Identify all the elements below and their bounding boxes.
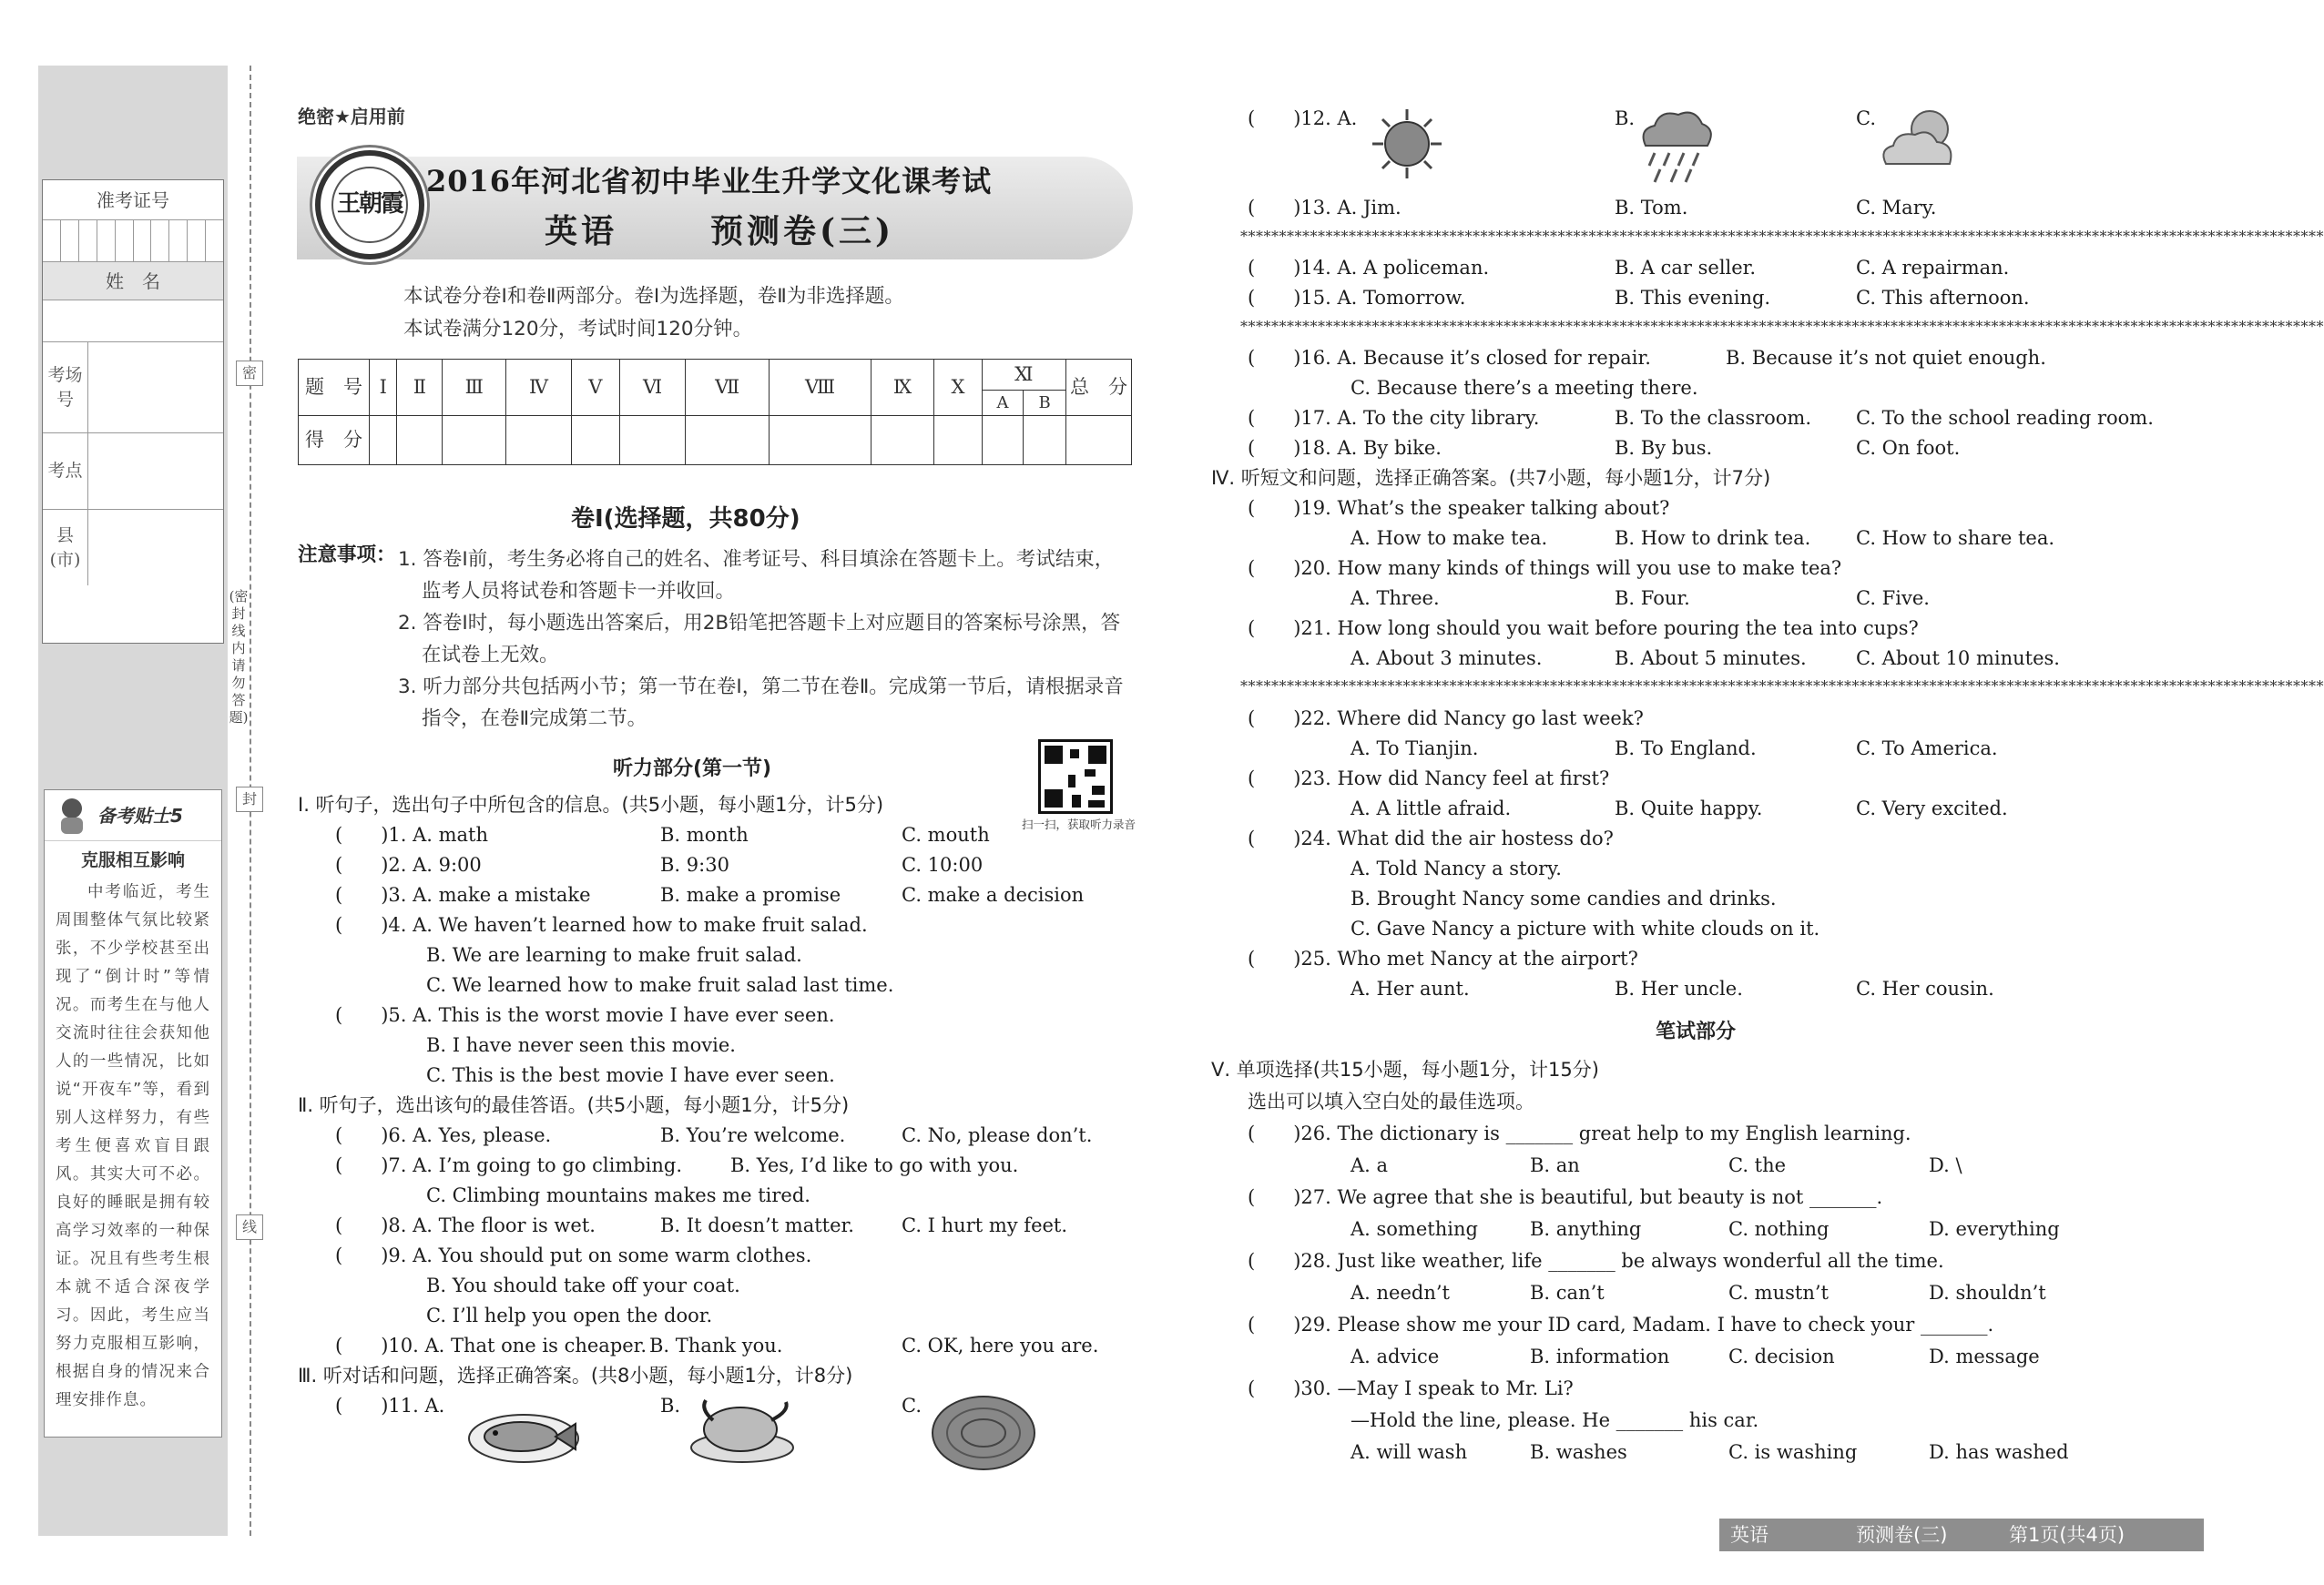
exam-room-label: 考场号 [43, 342, 88, 432]
question-line: C. mouth [902, 824, 990, 846]
score-col-header: Ⅰ [370, 360, 397, 416]
question-line: ( )26. The dictionary is _______ great help to my English learning. [1248, 1123, 1911, 1144]
writing-section-heading: 笔试部分 [1656, 1021, 1737, 1043]
question-line: C. A repairman. [1856, 257, 2010, 279]
question-line: ( )29. Please show me your ID card, Madam. I have to check your _______. [1248, 1314, 1994, 1336]
question-line: ( )12. A. [1248, 107, 1358, 129]
question-line: C. I hurt my feet. [902, 1214, 1068, 1236]
question-line: A. advice [1351, 1346, 1440, 1367]
question-line: B. You’re welcome. [660, 1124, 846, 1146]
question-line: B. By bus. [1615, 437, 1713, 459]
question-line: B. You should take off your coat. [426, 1275, 740, 1296]
question-line: ( )5. A. This is the worst movie I have ever seen. [335, 1004, 835, 1026]
question-line: C. To America. [1856, 737, 1998, 759]
score-cell [982, 416, 1024, 465]
score-cell [619, 416, 685, 465]
question-line: C. Gave Nancy a picture with white clouds on it. [1351, 918, 1820, 940]
tip-heading: 克服相互影响 [80, 850, 185, 870]
question-line: Ⅱ. 听句子，选出该句的最佳答语。(共5小题，每小题1分，计5分) [298, 1094, 850, 1116]
question-line: D. \ [1929, 1154, 1962, 1176]
question-line: ( )18. A. By bike. [1248, 437, 1442, 459]
question-line: —Hold the line, please. He _______ his car. [1351, 1409, 1759, 1431]
score-col-header: Ⅲ [443, 360, 506, 416]
question-line: C. To the school reading room. [1856, 407, 2154, 429]
question-line: ( )25. Who met Nancy at the airport? [1248, 948, 1638, 970]
question-line: ( )23. How did Nancy feel at first? [1248, 767, 1610, 789]
score-col-header: Ⅷ [770, 360, 872, 416]
question-line: C. 10:00 [902, 854, 984, 876]
star-separator: ******************************************************************************************************************************************** [1240, 228, 2324, 245]
exam-room-row[interactable] [43, 342, 223, 433]
question-line: B. We are learning to make fruit salad. [426, 944, 802, 966]
page-footer [1719, 1519, 2204, 1551]
question-line: C. I’ll help you open the door. [426, 1305, 713, 1326]
score-col-header: Ⅴ [571, 360, 619, 416]
exam-paper: 预测卷(三) [710, 212, 895, 250]
question-line: B. Yes, I’d like to go with you. [730, 1154, 1019, 1176]
score-col-header: A [982, 391, 1024, 416]
question-line: B. How to drink tea. [1615, 527, 1811, 549]
question-line: B. can’t [1530, 1282, 1605, 1304]
question-line: C. Very excited. [1856, 798, 2008, 819]
tip-title: 备考贴士5 [97, 804, 183, 827]
question-line: ( )15. A. Tomorrow. [1248, 287, 1466, 309]
cloudy-weather-icon [1879, 104, 1961, 177]
county-row[interactable] [43, 510, 223, 585]
question-line: B. To the classroom. [1615, 407, 1812, 429]
question-line: B. washes [1530, 1441, 1627, 1463]
question-line: B. Tom. [1615, 197, 1688, 218]
question-line: B. This evening. [1615, 287, 1771, 309]
seal-mark-feng: 封 [236, 787, 263, 812]
score-cell [871, 416, 934, 465]
question-line: ( )24. What did the air hostess do? [1248, 828, 1614, 849]
question-line: C. decision [1728, 1346, 1835, 1367]
question-line: D. shouldn’t [1929, 1282, 2046, 1304]
question-line: B. 9:30 [660, 854, 729, 876]
qr-code[interactable] [1038, 739, 1113, 814]
question-line: C. Climbing mountains makes me tired. [426, 1184, 810, 1206]
score-cell [443, 416, 506, 465]
score-row-header: 得 分 [299, 416, 370, 465]
question-line: ( )27. We agree that she is beautiful, but beauty is not _______. [1248, 1186, 1883, 1208]
question-line: B. A car seller. [1615, 257, 1757, 279]
question-line: Ⅳ. 听短文和问题，选择正确答案。(共7小题，每小题1分，计7分) [1211, 467, 1771, 489]
question-line: ( )8. A. The floor is wet. [335, 1214, 596, 1236]
question-line: ( )22. Where did Nancy go last week? [1248, 707, 1644, 729]
question-line: D. has washed [1929, 1441, 2069, 1463]
question-line: B. Her uncle. [1615, 978, 1743, 1000]
question-line: ( )28. Just like weather, life _______ be always wonderful all the time. [1248, 1250, 1944, 1272]
question-line: C. No, please don’t. [902, 1124, 1093, 1146]
question-line: C. Five. [1856, 587, 1930, 609]
score-col-header: Ⅱ [397, 360, 443, 416]
score-cell [1024, 416, 1066, 465]
question-line: D. message [1929, 1346, 2040, 1367]
question-line: B. [1615, 107, 1636, 129]
question-line: B. It doesn’t matter. [660, 1214, 854, 1236]
question-line: C. is washing [1728, 1441, 1858, 1463]
score-cell [397, 416, 443, 465]
question-line: C. This afternoon. [1856, 287, 2030, 309]
intro-line-2: 本试卷满分120分，考试时间120分钟。 [403, 318, 753, 340]
footer-subject: 英语 [1730, 1524, 1768, 1546]
note-3: 3. 听力部分共包括两小节；第一节在卷Ⅰ，第二节在卷Ⅱ。完成第一节后，请根据录音指令，在卷Ⅱ完成第二节。 [398, 676, 1124, 730]
publisher-logo [315, 150, 424, 259]
score-col-header: Ⅵ [619, 360, 685, 416]
exam-number-grid[interactable] [43, 220, 223, 262]
tip-body: 中考临近，考生周围整体气氛比较紧张，不少学校甚至出现了“倒计时”等情况。而考生在与他人交流时往往会获知他人的一些情况，比如说“开夜车”等，看到别人这样努力，有些考生便喜欢盲目跟风。其实大可不必。良好的睡眠是拥有较高学习效率的一种保证。况且有些考生根本就不适合深夜学习。因此，考生应当努力克服相互影响，根据自身的情况来合理安排作息。 [56, 882, 210, 1409]
question-line: D. everything [1929, 1218, 2060, 1240]
score-row-header: 题 号 [299, 360, 370, 416]
county-label: 县(市) [43, 510, 88, 585]
question-line: B. an [1530, 1154, 1580, 1176]
seal-mark-mi: 密 [236, 361, 263, 386]
question-line: A. something [1351, 1218, 1478, 1240]
question-line: A. How to make tea. [1351, 527, 1548, 549]
question-line: B. I have never seen this movie. [426, 1034, 736, 1056]
exam-number-label: 准考证号 [43, 180, 223, 220]
score-cell [770, 416, 872, 465]
qr-caption: 扫一扫，获取听力录音 [1022, 818, 1137, 831]
score-col-header: Ⅺ [982, 360, 1065, 391]
question-line: ( )3. A. make a mistake [335, 884, 591, 906]
exam-tip-box [44, 789, 222, 1438]
question-line: ( )11. A. [335, 1395, 445, 1417]
question-line: ( )19. What’s the speaker talking about? [1248, 497, 1670, 519]
candidate-info-box [42, 179, 224, 644]
question-line: C. We learned how to make fruit salad last time. [426, 974, 894, 996]
question-line: C. About 10 minutes. [1856, 647, 2060, 669]
question-line: C. How to share tea. [1856, 527, 2055, 549]
question-line: ( )21. How long should you wait before pouring the tea into cups? [1248, 617, 1919, 639]
exam-site-row[interactable] [43, 433, 223, 510]
score-col-header: Ⅹ [934, 360, 982, 416]
volume-one-heading: 卷Ⅰ(选择题，共80分) [571, 505, 800, 533]
question-line: C. This is the best movie I have ever seen. [426, 1064, 835, 1086]
intro-line-1: 本试卷分卷Ⅰ和卷Ⅱ两部分。卷Ⅰ为选择题，卷Ⅱ为非选择题。 [403, 285, 904, 308]
score-col-header: Ⅶ [686, 360, 770, 416]
score-total-header: 总 分 [1066, 360, 1132, 416]
question-line: A. To Tianjin. [1351, 737, 1479, 759]
score-col-header: B [1024, 391, 1066, 416]
question-line: B. Thank you. [649, 1335, 783, 1356]
score-col-header: Ⅳ [506, 360, 572, 416]
note-2: 2. 答卷Ⅰ时，每小题选出答案后，用2B铅笔把答题卡上对应题目的答案标号涂黑，答在试卷上无效。 [398, 612, 1121, 666]
question-line: 选出可以填入空白处的最佳选项。 [1248, 1091, 1534, 1113]
rainy-weather-icon [1635, 102, 1717, 186]
question-line: A. Told Nancy a story. [1351, 858, 1562, 879]
name-field[interactable] [43, 300, 223, 342]
exam-subject: 英语 [545, 212, 618, 250]
score-table [298, 359, 1132, 465]
note-1: 1. 答卷Ⅰ前，考生务必将自己的姓名、准考证号、科目填涂在答题卡上。考试结束，监考人员将试卷和答题卡一并收回。 [398, 548, 1115, 603]
tip-header [45, 790, 221, 841]
question-line: C. [902, 1395, 922, 1417]
question-line: ( )17. A. To the city library. [1248, 407, 1540, 429]
question-line: ( )20. How many kinds of things will you use to make tea? [1248, 557, 1842, 579]
question-line: ( )16. A. Because it’s closed for repair. [1248, 347, 1651, 369]
logo-text: 王朝霞 [331, 167, 408, 243]
exam-site-label: 考点 [43, 433, 88, 509]
sunny-weather-icon [1371, 107, 1443, 180]
question-line: B. anything [1530, 1218, 1642, 1240]
seal-note: (密封线内请勿答题) [229, 588, 249, 726]
question-line: ( )10. A. That one is cheaper. [335, 1335, 647, 1356]
question-line: B. Quite happy. [1615, 798, 1763, 819]
question-line: ( )14. A. A policeman. [1248, 257, 1490, 279]
roast-chicken-icon [688, 1395, 797, 1468]
question-line: B. Brought Nancy some candies and drinks. [1351, 888, 1777, 909]
score-cell [506, 416, 572, 465]
name-label: 姓 名 [43, 262, 223, 300]
score-cell [370, 416, 397, 465]
question-line: C. [1856, 107, 1876, 129]
score-cell [571, 416, 619, 465]
question-line: ( )1. A. math [335, 824, 489, 846]
question-line: B. make a promise [660, 884, 841, 906]
binding-strip [38, 66, 228, 1536]
question-line: Ⅲ. 听对话和问题，选择正确答案。(共8小题，每小题1分，计8分) [298, 1365, 853, 1387]
score-col-header: Ⅸ [871, 360, 934, 416]
question-line: C. make a decision [902, 884, 1085, 906]
fish-dish-icon [464, 1402, 583, 1466]
seal-mark-xian: 线 [236, 1214, 263, 1240]
question-line: B. Because it’s not quiet enough. [1726, 347, 2046, 369]
listening-section-heading: 听力部分(第一节) [613, 757, 772, 780]
question-line: ( )2. A. 9:00 [335, 854, 482, 876]
question-line: C. OK, here you are. [902, 1335, 1099, 1356]
question-line: A. Her aunt. [1351, 978, 1470, 1000]
question-line: A. will wash [1351, 1441, 1468, 1463]
question-line: Ⅴ. 单项选择(共15小题，每小题1分，计15分) [1211, 1059, 1599, 1081]
question-line: B. [660, 1395, 681, 1417]
star-separator: ******************************************************************************************************************************************** [1240, 677, 2324, 695]
score-cell [934, 416, 982, 465]
question-line: A. A little afraid. [1351, 798, 1512, 819]
confidential-label: 绝密★启用前 [298, 106, 405, 127]
question-line: B. information [1530, 1346, 1670, 1367]
question-line: ( )6. A. Yes, please. [335, 1124, 552, 1146]
question-line: B. About 5 minutes. [1615, 647, 1807, 669]
question-line: C. the [1728, 1154, 1787, 1176]
question-line: C. nothing [1728, 1218, 1830, 1240]
question-line: C. On foot. [1856, 437, 1961, 459]
notes-label: 注意事项： [298, 544, 396, 566]
question-line: ( )30. —May I speak to Mr. Li? [1248, 1377, 1574, 1399]
question-line: C. mustn’t [1728, 1282, 1829, 1304]
noodle-dish-icon [929, 1391, 1038, 1473]
question-line: ( )4. A. We haven’t learned how to make fruit salad. [335, 914, 868, 936]
question-line: A. Three. [1351, 587, 1440, 609]
question-line: B. Four. [1615, 587, 1690, 609]
question-line: B. To England. [1615, 737, 1757, 759]
question-line: ( )7. A. I’m going to go climbing. [335, 1154, 683, 1176]
question-line: ( )13. A. Jim. [1248, 197, 1402, 218]
score-cell [1066, 416, 1132, 465]
question-line: Ⅰ. 听句子，选出句子中所包含的信息。(共5小题，每小题1分，计5分) [298, 794, 884, 816]
tip-mascot-icon [54, 796, 90, 836]
question-line: A. a [1351, 1154, 1389, 1176]
question-line: C. Mary. [1856, 197, 1937, 218]
question-line: B. month [660, 824, 749, 846]
footer-paper: 预测卷(三) [1856, 1524, 1948, 1546]
star-separator: ******************************************************************************************************************************************** [1240, 318, 2324, 335]
exam-title: 2016年河北省初中毕业生升学文化课考试 [426, 164, 993, 198]
question-line: C. Her cousin. [1856, 978, 1994, 1000]
score-cell [686, 416, 770, 465]
question-line: A. needn’t [1351, 1282, 1450, 1304]
question-line: C. Because there’s a meeting there. [1351, 377, 1698, 399]
question-line: A. About 3 minutes. [1351, 647, 1543, 669]
footer-page: 第1页(共4页) [2009, 1524, 2125, 1546]
question-line: ( )9. A. You should put on some warm clothes. [335, 1245, 812, 1266]
